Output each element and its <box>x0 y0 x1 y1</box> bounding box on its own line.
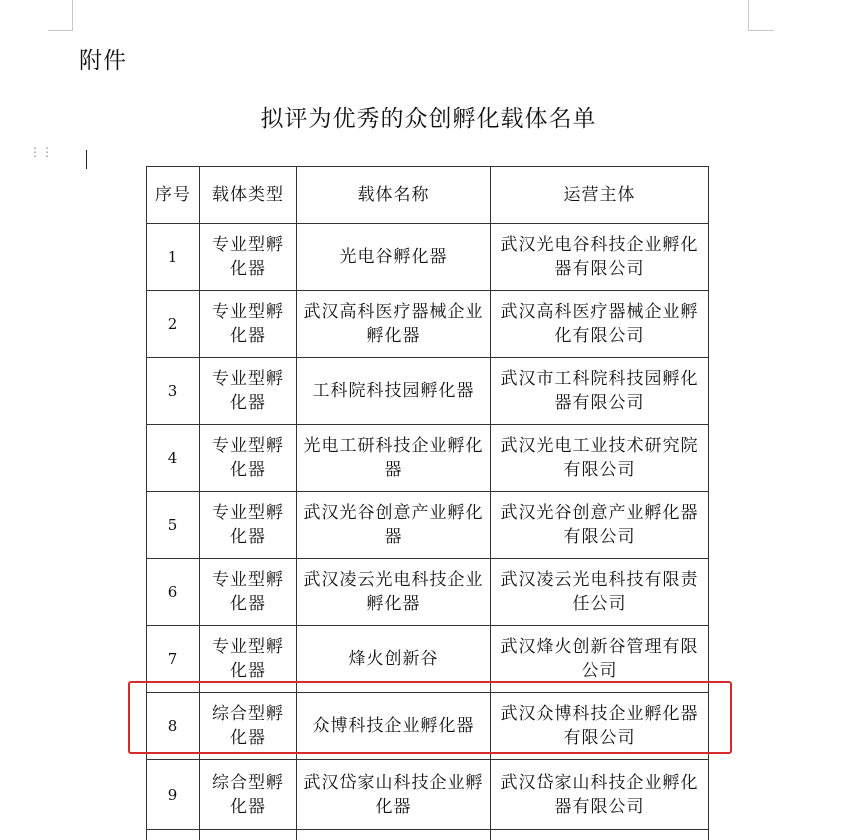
cell-operator: 武汉凌云光电科技有限责任公司 <box>491 559 709 626</box>
cell-type: 专业型孵化器 <box>200 224 297 291</box>
table-row <box>147 224 709 291</box>
cell-index: 2 <box>147 291 200 358</box>
header-name: 载体名称 <box>297 167 491 224</box>
cell-index: 7 <box>147 626 200 693</box>
cell-empty <box>147 830 200 840</box>
cell-operator: 武汉岱家山科技企业孵化器有限公司 <box>491 760 709 830</box>
cell-type: 专业型孵化器 <box>200 291 297 358</box>
table-row <box>147 626 709 693</box>
table-header-row <box>147 167 709 224</box>
cell-index: 8 <box>147 693 200 760</box>
cell-name: 众博科技企业孵化器 <box>297 693 491 760</box>
cell-type: 专业型孵化器 <box>200 492 297 559</box>
table-row <box>147 760 709 830</box>
cell-operator: 武汉光电谷科技企业孵化器有限公司 <box>491 224 709 291</box>
header-operator: 运营主体 <box>491 167 709 224</box>
table-row <box>147 291 709 358</box>
cell-operator: 武汉市工科院科技园孵化器有限公司 <box>491 358 709 425</box>
table-row <box>147 559 709 626</box>
cell-name: 光电工研科技企业孵化器 <box>297 425 491 492</box>
cell-empty <box>200 830 297 840</box>
cell-operator: 武汉众博科技企业孵化器有限公司 <box>491 693 709 760</box>
cell-name: 武汉岱家山科技企业孵化器 <box>297 760 491 830</box>
cell-operator: 武汉光谷创意产业孵化器有限公司 <box>491 492 709 559</box>
crop-mark-left <box>72 0 73 30</box>
crop-mark-right-horizontal <box>748 30 774 31</box>
cell-empty <box>297 830 491 840</box>
cell-type: 专业型孵化器 <box>200 425 297 492</box>
table-row-cut-off <box>147 830 709 840</box>
cell-index: 9 <box>147 760 200 830</box>
cell-type: 专业型孵化器 <box>200 626 297 693</box>
cell-type: 专业型孵化器 <box>200 358 297 425</box>
page-title: 拟评为优秀的众创孵化载体名单 <box>260 106 597 132</box>
text-cursor <box>86 150 87 169</box>
cell-name: 烽火创新谷 <box>297 626 491 693</box>
cell-empty <box>491 830 709 840</box>
crop-mark-right <box>748 0 749 30</box>
table-row-highlighted <box>147 693 709 760</box>
cell-index: 3 <box>147 358 200 425</box>
cell-type: 综合型孵化器 <box>200 760 297 830</box>
cell-operator: 武汉烽火创新谷管理有限公司 <box>491 626 709 693</box>
table-row <box>147 425 709 492</box>
attachment-label: 附件 <box>79 48 127 74</box>
cell-index: 4 <box>147 425 200 492</box>
crop-mark-left-horizontal <box>48 30 73 31</box>
cell-operator: 武汉高科医疗器械企业孵化有限公司 <box>491 291 709 358</box>
table-row <box>147 358 709 425</box>
cell-type: 专业型孵化器 <box>200 559 297 626</box>
cell-type: 综合型孵化器 <box>200 693 297 760</box>
cell-name: 武汉凌云光电科技企业孵化器 <box>297 559 491 626</box>
incubator-table <box>146 166 709 840</box>
table-row <box>147 492 709 559</box>
cell-name: 工科院科技园孵化器 <box>297 358 491 425</box>
cell-index: 5 <box>147 492 200 559</box>
header-type: 载体类型 <box>200 167 297 224</box>
cell-index: 1 <box>147 224 200 291</box>
cell-index: 6 <box>147 559 200 626</box>
cell-name: 武汉光谷创意产业孵化器 <box>297 492 491 559</box>
cell-name: 武汉高科医疗器械企业孵化器 <box>297 291 491 358</box>
table-drag-handle-icon[interactable]: ⋮⋮ <box>29 145 53 159</box>
cell-operator: 武汉光电工业技术研究院有限公司 <box>491 425 709 492</box>
header-index: 序号 <box>147 167 200 224</box>
cell-name: 光电谷孵化器 <box>297 224 491 291</box>
